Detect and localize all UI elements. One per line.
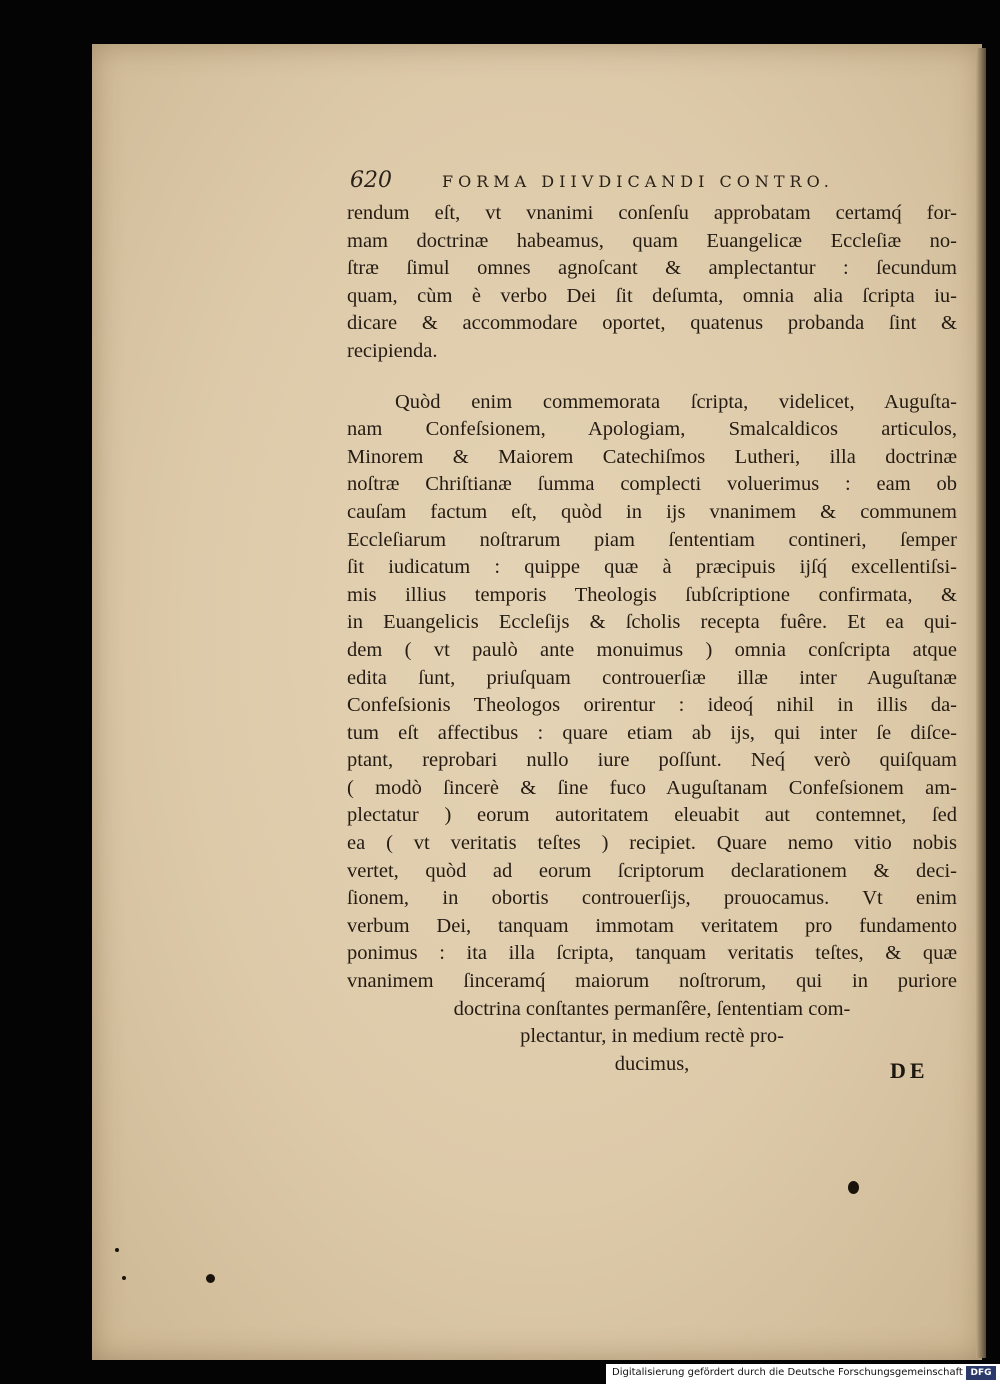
text-line: noſtræ Chriſtianæ ſumma complecti voluerimus : eam ob xyxy=(347,473,957,496)
text-line: Quòd enim commemorata ſcripta, videlicet, Auguſta- xyxy=(395,390,957,413)
text-line-tapered: ducimus, xyxy=(614,1052,690,1075)
text-line: in Euangelicis Eccleſijs & ſcholis recepta fuêre. Et ea qui- xyxy=(347,611,957,634)
digitization-credit: Digitalisierung gefördert durch die Deutsche Forschungsgemeinschaft xyxy=(612,1367,963,1378)
text-line: vnanimem ſinceramq́ maiorum noſtrorum, qui in puriore xyxy=(347,970,957,993)
page-header xyxy=(350,168,920,198)
text-line: dem ( vt paulò ante monuimus ) omnia conſcripta atque xyxy=(347,638,957,661)
text-line: ( modò ſincerè & ſine fuco Auguſtanam Confeſsionem am- xyxy=(347,776,957,799)
ink-spot xyxy=(115,1248,119,1252)
catchword: DE xyxy=(890,1058,929,1083)
text-line: plectatur ) eorum autoritatem eleuabit aut contemnet, ſed xyxy=(347,804,957,827)
text-line: Eccleſiarum noſtrarum piam ſententiam contineri, ſemper xyxy=(347,528,957,551)
ink-spot xyxy=(122,1276,126,1280)
text-line: rendum eſt, vt vnanimi conſenſu approbatam certamq́ for- xyxy=(347,202,957,224)
text-line: ea ( vt veritatis teſtes ) recipiet. Quare nemo vitio nobis xyxy=(347,832,957,855)
text-line: verbum Dei, tanquam immotam veritatem pro fundamento xyxy=(347,914,957,937)
text-line: Confeſsionis Theologos orirentur : ideoq́ nihil in illis da- xyxy=(347,694,957,717)
text-line: edita ſunt, priuſquam controuerſiæ illæ inter Auguſtanæ xyxy=(347,666,957,689)
text-line: ſtræ ſimul omnes agnoſcant & amplectantur : ſecundum xyxy=(347,257,957,280)
paragraph-1 xyxy=(347,200,957,366)
text-line-tapered: plectantur, in medium rectè pro- xyxy=(520,1025,784,1048)
ink-spot xyxy=(848,1181,859,1194)
page-edge xyxy=(976,48,986,1358)
text-line: mis illius temporis Theologis ſubſcriptione confirmata, & xyxy=(347,583,957,606)
text-line: nam Confeſsionem, Apologiam, Smalcaldicos articulos, xyxy=(347,418,957,441)
text-line-tapered: doctrina conſtantes permanſêre, ſententiam com- xyxy=(453,997,851,1020)
text-line: tum eſt affectibus : quare etiam ab ijs, qui inter ſe diſce- xyxy=(347,721,957,744)
text-line: vertet, quòd ad eorum ſcriptorum declarationem & deci- xyxy=(347,859,957,882)
paragraph-gap xyxy=(347,366,957,389)
text-line: ſionem, in obortis controuerſijs, prouocamus. Vt enim xyxy=(347,887,957,910)
page-number: 620 xyxy=(350,168,392,193)
text-line: ſit iudicatum : quippe quæ à præcipuis ijſq́ excellentiſsi- xyxy=(347,556,957,579)
dfg-logo: DFG xyxy=(966,1366,996,1380)
main-text xyxy=(347,200,957,1078)
running-title: FORMA DIIVDICANDI CONTRO. xyxy=(442,172,834,191)
text-line: cauſam factum eſt, quòd in ijs vnanimem & communem xyxy=(347,500,957,523)
ink-spot xyxy=(206,1274,215,1283)
text-line: dicare & accommodare oportet, quatenus probanda ſint & xyxy=(347,312,957,335)
paragraph-2 xyxy=(347,389,957,1079)
text-line: mam doctrinæ habeamus, quam Euangelicæ Eccleſiæ no- xyxy=(347,229,957,252)
text-line: Minorem & Maiorem Catechiſmos Lutheri, illa doctrinæ xyxy=(347,445,957,468)
text-line: quam, cùm è verbo Dei ſit deſumta, omnia alia ſcripta iu- xyxy=(347,284,957,307)
text-line: ponimus : ita illa ſcripta, tanquam veritatis teſtes, & quæ xyxy=(347,942,957,965)
text-line: ptant, reprobari nullo iure poſſunt. Neq́ verò quiſquam xyxy=(347,749,957,772)
text-line: recipienda. xyxy=(347,339,438,362)
